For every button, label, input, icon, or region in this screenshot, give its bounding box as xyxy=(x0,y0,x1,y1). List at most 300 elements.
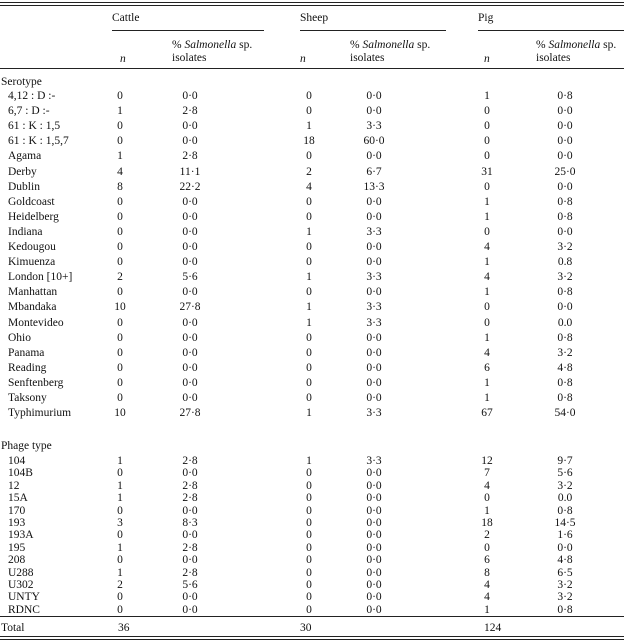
cell-pig-n: 0 xyxy=(484,150,490,163)
cell-sheep-p: 60·0 xyxy=(363,135,385,148)
cell-label: 170 xyxy=(8,504,26,517)
cell-cattle-n: 2 xyxy=(117,271,123,284)
cell-sheep-n: 0 xyxy=(306,492,312,505)
cell-sheep-p: 13·3 xyxy=(363,180,385,193)
table-row xyxy=(0,331,624,345)
cell-sheep-p: 0·0 xyxy=(366,105,382,118)
table-row xyxy=(0,346,624,360)
cell-sheep-n: 1 xyxy=(306,271,312,284)
cell-cattle-n: 0 xyxy=(117,135,123,148)
cell-sheep-p: 0·0 xyxy=(366,554,382,567)
cell-cattle-p: 0·0 xyxy=(182,90,198,102)
cell-sheep-p: 0·0 xyxy=(366,504,382,517)
cell-sheep-p: 3·3 xyxy=(366,271,382,284)
cell-sheep-p: 0·0 xyxy=(366,331,382,344)
cell-label: 193A xyxy=(8,529,34,542)
cell-cattle-p: 27·8 xyxy=(179,407,201,420)
cell-sheep-p: 0·0 xyxy=(366,90,382,102)
table-row xyxy=(0,134,624,148)
cell-sheep-n: 1 xyxy=(306,120,312,133)
cell-sheep-p: 3·3 xyxy=(366,301,382,314)
cell-label: 15A xyxy=(8,492,28,505)
cell-pig-p: 4·8 xyxy=(557,361,573,374)
table-row xyxy=(0,270,624,284)
cell-label: Senftenberg xyxy=(8,376,64,389)
cell-sheep-n: 0 xyxy=(306,517,312,529)
cell-sheep-p: 0·0 xyxy=(366,529,382,542)
cell-sheep-p: 0·0 xyxy=(366,346,382,359)
pct-header-pig-line2: isolates xyxy=(536,52,571,64)
cell-cattle-p: 2·8 xyxy=(182,479,198,492)
cell-label: 6,7 : D :- xyxy=(8,105,50,118)
cell-sheep-n: 1 xyxy=(306,225,312,238)
cell-sheep-n: 1 xyxy=(306,301,312,314)
cell-label: Manhattan xyxy=(8,286,58,299)
cell-cattle-p: 2·8 xyxy=(182,455,198,467)
cell-cattle-n: 0 xyxy=(117,331,123,344)
cell-label: London [10+] xyxy=(8,271,73,284)
cell-pig-n: 1 xyxy=(484,504,490,517)
cell-pig-p: 3·2 xyxy=(557,241,573,253)
cell-pig-n: 1 xyxy=(484,603,490,616)
table-row xyxy=(0,300,624,314)
cell-pig-n: 1 xyxy=(484,90,490,102)
cell-cattle-n: 0 xyxy=(117,346,123,359)
cell-pig-n: 0 xyxy=(484,301,490,314)
cell-pig-p: 0·8 xyxy=(557,331,573,344)
cell-cattle-n: 0 xyxy=(117,90,123,102)
cell-cattle-p: 2·8 xyxy=(182,105,198,118)
cell-cattle-p: 0·0 xyxy=(182,346,198,359)
cell-pig-p: 4·8 xyxy=(557,554,573,567)
cell-pig-n: 1 xyxy=(484,256,490,269)
cell-pig-p: 1·6 xyxy=(557,529,573,542)
cell-cattle-n: 0 xyxy=(117,210,123,223)
cell-pig-n: 0 xyxy=(484,225,490,238)
group-rule-sheep xyxy=(300,30,446,31)
table-row xyxy=(0,361,624,375)
pct-prefix: % xyxy=(350,39,363,51)
cell-label: 193 xyxy=(8,517,26,529)
cell-sheep-p: 0·0 xyxy=(366,492,382,505)
cell-pig-n: 0 xyxy=(484,492,490,505)
cell-label: 208 xyxy=(8,554,26,567)
pct-suffix: sp. xyxy=(236,39,253,51)
pct-prefix: % xyxy=(172,39,185,51)
cell-cattle-p: 0·0 xyxy=(182,467,198,480)
cell-label: UNTY xyxy=(8,591,40,604)
cell-sheep-p: 0·0 xyxy=(366,376,382,389)
cell-cattle-n: 0 xyxy=(117,376,123,389)
cell-sheep-n: 1 xyxy=(306,316,312,329)
cell-pig-n: 4 xyxy=(484,271,490,284)
cell-cattle-p: 0·0 xyxy=(182,135,198,148)
cell-pig-p: 0·8 xyxy=(557,286,573,299)
cell-cattle-p: 5·6 xyxy=(182,579,198,591)
table-row xyxy=(0,89,624,103)
cell-label: Agama xyxy=(8,150,42,163)
cell-cattle-p: 0·0 xyxy=(182,210,198,223)
cell-cattle-p: 2·8 xyxy=(182,150,198,163)
cell-pig-p: 0.0 xyxy=(557,492,573,505)
cell-pig-n: 2 xyxy=(484,529,490,542)
cell-cattle-n: 0 xyxy=(117,286,123,299)
pct-prefix: % xyxy=(536,39,549,51)
cell-sheep-n: 0 xyxy=(306,541,312,554)
cell-pig-p: 3·2 xyxy=(557,346,573,359)
pct-suffix: sp. xyxy=(600,39,617,51)
cell-sheep-p: 0·0 xyxy=(366,566,382,579)
cell-cattle-p: 8·3 xyxy=(182,517,198,529)
cell-cattle-n: 0 xyxy=(117,591,123,604)
cell-pig-n: 1 xyxy=(484,331,490,344)
cell-cattle-n: 0 xyxy=(117,241,123,253)
cell-cattle-n: 1 xyxy=(117,479,123,492)
top-rule-inner xyxy=(0,5,624,6)
cell-sheep-p: 0·0 xyxy=(366,286,382,299)
cell-pig-p: 0·0 xyxy=(557,225,573,238)
cell-pig-n: 6 xyxy=(484,554,490,567)
cell-sheep-n: 0 xyxy=(306,241,312,253)
cell-cattle-p: 0·0 xyxy=(182,504,198,517)
cell-sheep-n: 0 xyxy=(306,392,312,404)
cell-sheep-p: 0·0 xyxy=(366,361,382,374)
table-row xyxy=(0,225,624,239)
cell-label: Dublin xyxy=(8,180,40,193)
cell-label: Panama xyxy=(8,346,45,359)
cell-sheep-p: 3·3 xyxy=(366,316,382,329)
table-row xyxy=(0,376,624,390)
cell-cattle-n: 0 xyxy=(117,554,123,567)
cell-pig-n: 4 xyxy=(484,591,490,604)
cell-cattle-p: 2·8 xyxy=(182,541,198,554)
cell-label: Taksony xyxy=(8,392,47,404)
group-header-pig: Pig xyxy=(478,12,494,24)
cell-sheep-n: 1 xyxy=(306,455,312,467)
table-row xyxy=(0,180,624,194)
cell-cattle-p: 27·8 xyxy=(179,301,201,314)
cell-sheep-p: 0·0 xyxy=(366,195,382,208)
cell-cattle-p: 2·8 xyxy=(182,566,198,579)
cell-pig-p: 3·2 xyxy=(557,479,573,492)
pct-header-sheep-line2: isolates xyxy=(350,52,385,64)
cell-label: Montevideo xyxy=(8,316,64,329)
cell-cattle-n: 10 xyxy=(114,407,126,420)
cell-cattle-p: 0·0 xyxy=(182,603,198,616)
cell-cattle-n: 0 xyxy=(117,256,123,269)
cell-sheep-n: 0 xyxy=(306,376,312,389)
cell-sheep-n: 0 xyxy=(306,256,312,269)
cell-sheep-n: 0 xyxy=(306,210,312,223)
n-header-sheep: n xyxy=(300,53,306,65)
cell-cattle-p: 0·0 xyxy=(182,195,198,208)
table-row xyxy=(0,391,624,405)
cell-pig-n: 4 xyxy=(484,241,490,253)
cell-cattle-p: 0·0 xyxy=(182,256,198,269)
cell-cattle-p: 5·6 xyxy=(182,271,198,284)
cell-cattle-n: 10 xyxy=(114,301,126,314)
cell-sheep-p: 0·0 xyxy=(366,392,382,404)
cell-cattle-p: 0·0 xyxy=(182,316,198,329)
pct-header-cattle-line2: isolates xyxy=(172,52,207,64)
n-header-pig: n xyxy=(484,53,490,65)
cell-cattle-n: 0 xyxy=(117,225,123,238)
cell-sheep-n: 0 xyxy=(306,603,312,616)
cell-sheep-n: 0 xyxy=(306,150,312,163)
cell-label: Reading xyxy=(8,361,47,374)
cell-pig-n: 1 xyxy=(484,195,490,208)
cell-cattle-n: 2 xyxy=(117,579,123,591)
cell-cattle-n: 0 xyxy=(117,392,123,404)
cell-label: Kimuenza xyxy=(8,256,56,269)
cell-pig-p: 0·0 xyxy=(557,180,573,193)
cell-label: 61 : K : 1,5 xyxy=(8,120,61,133)
cell-sheep-n: 0 xyxy=(306,467,312,480)
cell-cattle-n: 1 xyxy=(117,541,123,554)
section-title-serotype: Serotype xyxy=(1,76,42,88)
cell-pig-p: 0.0 xyxy=(557,316,573,329)
cell-pig-n: 0 xyxy=(484,180,490,193)
cell-sheep-n: 0 xyxy=(306,105,312,118)
cell-sheep-n: 4 xyxy=(306,180,312,193)
cell-label: 104B xyxy=(8,467,33,480)
total-label: Total xyxy=(1,622,25,634)
cell-sheep-p: 3·3 xyxy=(366,407,382,420)
cell-sheep-p: 0·0 xyxy=(366,150,382,163)
table-row xyxy=(0,240,624,254)
cell-cattle-n: 1 xyxy=(117,105,123,118)
cell-sheep-p: 6·7 xyxy=(366,165,382,178)
cell-sheep-p: 3·3 xyxy=(366,225,382,238)
cell-label: 61 : K : 1,5,7 xyxy=(8,135,69,148)
total-cattle-n: 36 xyxy=(118,622,130,634)
cell-cattle-n: 8 xyxy=(117,180,123,193)
cell-sheep-p: 0·0 xyxy=(366,210,382,223)
cell-pig-p: 0·8 xyxy=(557,504,573,517)
cell-cattle-n: 0 xyxy=(117,504,123,517)
cell-sheep-n: 0 xyxy=(306,331,312,344)
cell-pig-p: 0·8 xyxy=(557,90,573,102)
cell-sheep-n: 0 xyxy=(306,286,312,299)
cell-label: Mbandaka xyxy=(8,301,57,314)
cell-sheep-n: 0 xyxy=(306,479,312,492)
table-row xyxy=(0,285,624,299)
cell-label: RDNC xyxy=(8,603,40,616)
bottom-rule-outer xyxy=(0,636,624,637)
cell-cattle-n: 1 xyxy=(117,566,123,579)
cell-sheep-p: 0·0 xyxy=(366,517,382,529)
cell-cattle-p: 0·0 xyxy=(182,591,198,604)
cell-cattle-p: 0·0 xyxy=(182,376,198,389)
cell-label: 4,12 : D :- xyxy=(8,90,56,102)
cell-pig-p: 14·5 xyxy=(554,517,576,529)
cell-pig-p: 3·2 xyxy=(557,271,573,284)
cell-pig-p: 0·8 xyxy=(557,603,573,616)
cell-cattle-p: 0·0 xyxy=(182,392,198,404)
cell-pig-p: 0·0 xyxy=(557,120,573,133)
cell-pig-n: 6 xyxy=(484,361,490,374)
total-row xyxy=(0,621,624,635)
pct-italic: Salmonella xyxy=(184,39,237,51)
table-row xyxy=(0,195,624,209)
cell-cattle-p: 2·8 xyxy=(182,492,198,505)
cell-label: Heidelberg xyxy=(8,210,59,223)
cell-cattle-n: 1 xyxy=(117,492,123,505)
cell-pig-p: 0·8 xyxy=(557,376,573,389)
cell-sheep-p: 0·0 xyxy=(366,579,382,591)
pct-header-sheep xyxy=(350,38,430,52)
cell-pig-n: 67 xyxy=(481,407,493,420)
cell-label: Ohio xyxy=(8,331,31,344)
bottom-rule-inner xyxy=(0,639,624,640)
cell-cattle-n: 0 xyxy=(117,529,123,542)
cell-pig-n: 31 xyxy=(481,165,493,178)
cell-label: 12 xyxy=(8,479,20,492)
table-row xyxy=(0,210,624,224)
cell-sheep-p: 0·0 xyxy=(366,479,382,492)
cell-label: Typhimurium xyxy=(8,407,72,420)
cell-cattle-p: 0·0 xyxy=(182,361,198,374)
pct-suffix: sp. xyxy=(414,39,431,51)
cell-pig-p: 0·8 xyxy=(557,392,573,404)
cell-cattle-n: 0 xyxy=(117,195,123,208)
n-header-cattle: n xyxy=(120,53,126,65)
cell-sheep-p: 0·0 xyxy=(366,603,382,616)
cell-sheep-n: 0 xyxy=(306,529,312,542)
cell-pig-n: 1 xyxy=(484,376,490,389)
cell-sheep-n: 0 xyxy=(306,579,312,591)
cell-pig-n: 1 xyxy=(484,286,490,299)
cell-label: 195 xyxy=(8,541,26,554)
table-row xyxy=(0,255,624,269)
cell-cattle-n: 0 xyxy=(117,316,123,329)
cell-label: U288 xyxy=(8,566,34,579)
cell-sheep-n: 0 xyxy=(306,346,312,359)
cell-label: Goldcoast xyxy=(8,195,55,208)
cell-pig-n: 8 xyxy=(484,566,490,579)
cell-label: 104 xyxy=(8,455,26,467)
cell-sheep-n: 0 xyxy=(306,361,312,374)
cell-pig-n: 0 xyxy=(484,105,490,118)
cell-sheep-p: 0·0 xyxy=(366,467,382,480)
cell-cattle-n: 1 xyxy=(117,455,123,467)
cell-cattle-p: 0·0 xyxy=(182,554,198,567)
cell-pig-p: 5·6 xyxy=(557,467,573,480)
cell-cattle-n: 0 xyxy=(117,361,123,374)
cell-cattle-n: 4 xyxy=(117,165,123,178)
cell-cattle-p: 0·0 xyxy=(182,529,198,542)
cell-sheep-p: 0·0 xyxy=(366,256,382,269)
cell-pig-p: 0·0 xyxy=(557,135,573,148)
cell-pig-n: 18 xyxy=(481,517,493,529)
total-sheep-n: 30 xyxy=(300,622,312,634)
cell-cattle-n: 0 xyxy=(117,467,123,480)
pct-italic: Salmonella xyxy=(362,39,415,51)
cell-cattle-p: 0·0 xyxy=(182,225,198,238)
cell-pig-n: 4 xyxy=(484,346,490,359)
cell-pig-p: 0·8 xyxy=(557,195,573,208)
cell-pig-n: 0 xyxy=(484,541,490,554)
cell-pig-n: 4 xyxy=(484,479,490,492)
cell-sheep-n: 1 xyxy=(306,407,312,420)
cell-pig-n: 4 xyxy=(484,579,490,591)
table-row xyxy=(0,406,624,420)
cell-pig-p: 25·0 xyxy=(554,165,576,178)
table-row xyxy=(0,165,624,179)
cell-label: Derby xyxy=(8,165,37,178)
header-rule xyxy=(0,68,624,69)
cell-sheep-n: 0 xyxy=(306,591,312,604)
cell-pig-p: 0·0 xyxy=(557,541,573,554)
cell-sheep-n: 0 xyxy=(306,566,312,579)
group-rule-pig xyxy=(478,30,624,31)
section-title-phage-type: Phage type xyxy=(1,440,52,452)
cell-pig-p: 0.8 xyxy=(557,256,573,269)
table-row xyxy=(0,149,624,163)
cell-pig-p: 3·2 xyxy=(557,591,573,604)
total-rule xyxy=(0,616,624,617)
table-row xyxy=(0,104,624,118)
cell-pig-p: 0·0 xyxy=(557,150,573,163)
pct-italic: Salmonella xyxy=(548,39,601,51)
cell-cattle-p: 0·0 xyxy=(182,331,198,344)
cell-cattle-p: 22·2 xyxy=(179,180,201,193)
cell-pig-p: 0·0 xyxy=(557,301,573,314)
pct-header-cattle xyxy=(172,38,252,52)
cell-pig-n: 0 xyxy=(484,316,490,329)
cell-sheep-n: 0 xyxy=(306,504,312,517)
group-rule-cattle xyxy=(112,30,264,31)
cell-pig-p: 6·5 xyxy=(557,566,573,579)
cell-pig-p: 54·0 xyxy=(554,407,576,420)
cell-pig-n: 0 xyxy=(484,120,490,133)
top-rule-outer xyxy=(0,2,624,3)
cell-sheep-p: 3·3 xyxy=(366,120,382,133)
cell-sheep-n: 0 xyxy=(306,90,312,102)
cell-sheep-n: 0 xyxy=(306,195,312,208)
cell-cattle-n: 0 xyxy=(117,603,123,616)
cell-pig-p: 3·2 xyxy=(557,579,573,591)
cell-pig-p: 0·0 xyxy=(557,105,573,118)
pct-header-pig xyxy=(536,38,616,52)
cell-cattle-p: 0·0 xyxy=(182,286,198,299)
total-pig-n: 124 xyxy=(484,622,502,634)
cell-cattle-n: 1 xyxy=(117,150,123,163)
cell-sheep-p: 0·0 xyxy=(366,541,382,554)
cell-pig-n: 7 xyxy=(484,467,490,480)
cell-cattle-n: 0 xyxy=(117,120,123,133)
group-header-sheep: Sheep xyxy=(300,12,329,24)
cell-label: Kedougou xyxy=(8,241,56,253)
cell-cattle-p: 0·0 xyxy=(182,241,198,253)
cell-pig-p: 0·8 xyxy=(557,210,573,223)
cell-cattle-n: 3 xyxy=(117,517,123,529)
cell-pig-p: 9·7 xyxy=(557,455,573,467)
cell-sheep-p: 3·3 xyxy=(366,455,382,467)
cell-pig-n: 0 xyxy=(484,135,490,148)
cell-sheep-n: 2 xyxy=(306,165,312,178)
cell-sheep-p: 0·0 xyxy=(366,591,382,604)
cell-sheep-p: 0·0 xyxy=(366,241,382,253)
cell-sheep-n: 18 xyxy=(303,135,315,148)
table-row xyxy=(0,119,624,133)
group-header-cattle: Cattle xyxy=(112,12,140,24)
table-row xyxy=(0,603,624,617)
table-row xyxy=(0,316,624,330)
cell-pig-n: 1 xyxy=(484,210,490,223)
cell-cattle-p: 11·1 xyxy=(179,165,201,178)
cell-cattle-p: 0·0 xyxy=(182,120,198,133)
